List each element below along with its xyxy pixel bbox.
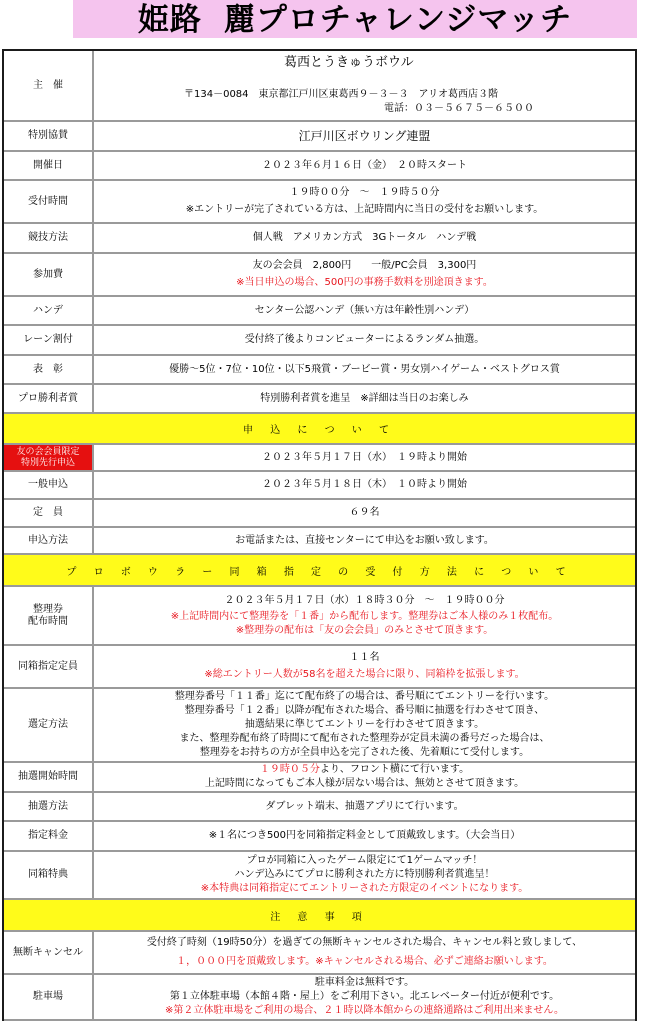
capacity-value: ６９名 (349, 507, 380, 518)
parking-line-2: 第１立体駐車場（本館４階・屋上）をご利用下さい。北エレベーター付近が便利です。 (169, 991, 560, 1002)
date-value: ２０２３年６月１６日（金） ２０時スタート (262, 159, 467, 171)
row-lottery-method (4, 793, 635, 822)
perk-line-2: ハンデ込みにてプロに勝利された方に特別勝利者賞進呈！ (234, 869, 495, 880)
label-awards: 表 彰 (4, 356, 94, 383)
selection-line-5: 整理券をお持ちの方が全員申込を完了された後、先着順にて受付します。 (199, 747, 530, 758)
page-title: 姫路 麗プロチャレンジマッチ (73, 0, 637, 38)
row-support (4, 122, 635, 152)
handicap-value: センター公認ハンデ（無い方は年齢性別ハンデ） (254, 304, 475, 316)
label-general: 一般申込 (4, 472, 94, 498)
lottery-time-note: 上記時間になってもご本人様が居ない場合は、無効とさせて頂きます。 (204, 778, 525, 789)
section-notes: 注 意 事 項 (4, 900, 635, 932)
perk-note: ※本特典は同箱指定にてエントリーされた方限定のイベントになります。 (200, 883, 529, 894)
organizer-name: 葛西とうきゅうボウル (284, 54, 414, 70)
organizer-address: 〒134－0084 東京都江戸川区東葛西９－３－３ アリオ葛西店３階 (184, 88, 499, 100)
parking-note: ※第２立体駐車場をご利用の場合、２１時以降本館からの連絡通路はご利用出来ません。 (165, 1005, 564, 1016)
row-lottery-time: 抽選開始時間 １９時０５分より、フロント横にて行います。 上記時間になってもご本人様が居ない場合は、無効とさせて頂きます。 (4, 763, 635, 793)
row-selection (4, 689, 635, 763)
selection-line-3: 抽選結果に準じてエントリーを行わさせて頂きます。 (244, 719, 485, 730)
row-apply-method (4, 528, 635, 555)
lane-value: 受付終了後よりコンピューターによるランダム抽選。 (244, 334, 485, 345)
row-fee (4, 254, 635, 297)
support-value: 江戸川区ボウリング連盟 (298, 129, 431, 143)
lottery-start-time: １９時０５分 (259, 764, 320, 775)
label-capacity: 定 員 (4, 500, 94, 526)
row-organizer (4, 51, 635, 122)
cancel-line-2: １，０００円を頂戴致します。※キャンセルされる場合、必ずご連絡お願いします。 (176, 956, 553, 967)
ticket-note-2: ※整理券の配布は「友の会会員」のみとさせて頂きます。 (235, 624, 494, 636)
awards-value: 優勝～5位・7位・10位・以下5飛賞・ブービー賞・男女別ハイゲーム・ベストグロス賞 (169, 363, 560, 375)
row-deposit (4, 822, 635, 852)
same-box-capacity-note: ※総エントリー人数が58名を超えた場合に限り、同箱枠を拡張します。 (204, 669, 525, 680)
label-support: 特別協賛 (4, 122, 94, 150)
row-capacity (4, 500, 635, 528)
selection-line-4: また、整理券配布終了時間にて配布された整理券が定員未満の番号だった場合は、 (179, 733, 550, 744)
row-perk (4, 852, 635, 900)
label-same-box-capacity: 同箱指定定員 (4, 646, 94, 687)
label-lane: レーン割付 (4, 326, 94, 354)
info-table (2, 49, 637, 1021)
reception-note: ※エントリーが完了されている方は、上記時間内に当日の受付をお願いします。 (185, 204, 544, 215)
label-deposit: 指定料金 (4, 822, 94, 850)
section-application: 申 込 に つ い て (4, 414, 635, 445)
same-box-capacity-value: １１名 (349, 652, 380, 663)
row-member-first (4, 445, 635, 472)
label-handicap: ハンデ (4, 297, 94, 324)
label-apply-method: 申込方法 (4, 528, 94, 553)
organizer-phone: 電話：０３－５６７５－６５００ (384, 102, 534, 114)
row-reception (4, 181, 635, 224)
label-cancel: 無断キャンセル (4, 932, 94, 973)
label-perk: 同箱特典 (4, 852, 94, 898)
row-same-box-capacity (4, 646, 635, 689)
label-date: 開催日 (4, 152, 94, 179)
member-first-value: ２０２３年５月１７日（水） １９時より開始 (262, 451, 467, 463)
label-pro-win: プロ勝利者賞 (4, 385, 94, 412)
label-format: 競技方法 (4, 224, 94, 252)
format-value: 個人戦 アメリカン方式 3Gトータル ハンデ戦 (252, 232, 477, 243)
row-ticket (4, 587, 635, 646)
label-member-first: 友の会会員限定 特別先行申込 (4, 445, 94, 470)
section-pro-box: プ ロ ボ ウ ラ ー 同 箱 指 定 の 受 付 方 法 に つ い て (4, 555, 635, 587)
selection-line-1: 整理券番号「１１番」迄にて配布終了の場合は、番号順にてエントリーを行います。 (174, 691, 555, 702)
label-ticket: 整理券 配布時間 (4, 587, 94, 644)
row-cancel (4, 932, 635, 975)
row-awards (4, 356, 635, 385)
label-parking: 駐車場 (4, 975, 94, 1019)
cancel-line-1: 受付終了時刻（19時50分）を過ぎての無断キャンセルされた場合、キャンセル料と致しまして、 (146, 937, 583, 948)
ticket-note-1: ※上記時間内にて整理券を「１番」から配布します。整理券はご本人様のみ１枚配布。 (170, 610, 559, 622)
fee-value: 友の会会員 2,800円 一般/PC会員 3,300円 (252, 260, 477, 271)
selection-line-2: 整理券番号「１２番」以降が配布された場合、番号順に抽選を行わさせて頂き、 (184, 705, 545, 716)
label-organizer: 主 催 (4, 51, 94, 120)
reception-time: １９時００分 ～ １９時５０分 (289, 187, 440, 198)
pro-win-value: 特別勝利者賞を進呈 ※詳細は当日のお楽しみ (260, 392, 469, 404)
row-pro-win (4, 385, 635, 414)
fee-note: ※当日申込の場合、500円の事務手数料を別途頂きます。 (236, 277, 493, 288)
row-lane (4, 326, 635, 356)
label-lottery-method: 抽選方法 (4, 793, 94, 820)
row-date (4, 152, 635, 181)
row-format (4, 224, 635, 254)
row-handicap (4, 297, 635, 326)
row-general (4, 472, 635, 500)
row-parking (4, 975, 635, 1021)
parking-line-1: 駐車料金は無料です。 (314, 977, 415, 988)
label-lottery-time: 抽選開始時間 (4, 763, 94, 791)
label-fee: 参加費 (4, 254, 94, 295)
general-value: ２０２３年５月１８日（木） １０時より開始 (262, 479, 467, 490)
perk-line-1: プロが同箱に入ったゲーム限定にて1ゲームマッチ！ (246, 855, 483, 866)
label-selection: 選定方法 (4, 689, 94, 761)
apply-method-value: お電話または、直接センターにて申込をお願い致します。 (235, 534, 494, 546)
lottery-method-value: ダブレット端末、抽選アプリにて行います。 (265, 800, 464, 812)
label-reception: 受付時間 (4, 181, 94, 222)
ticket-time: ２０２３年５月１７日（水）１８時３０分 ～ １９時００分 (224, 594, 505, 606)
deposit-value: ※１名につき500円を同箱指定料金として頂戴致します。（大会当日） (208, 830, 521, 841)
